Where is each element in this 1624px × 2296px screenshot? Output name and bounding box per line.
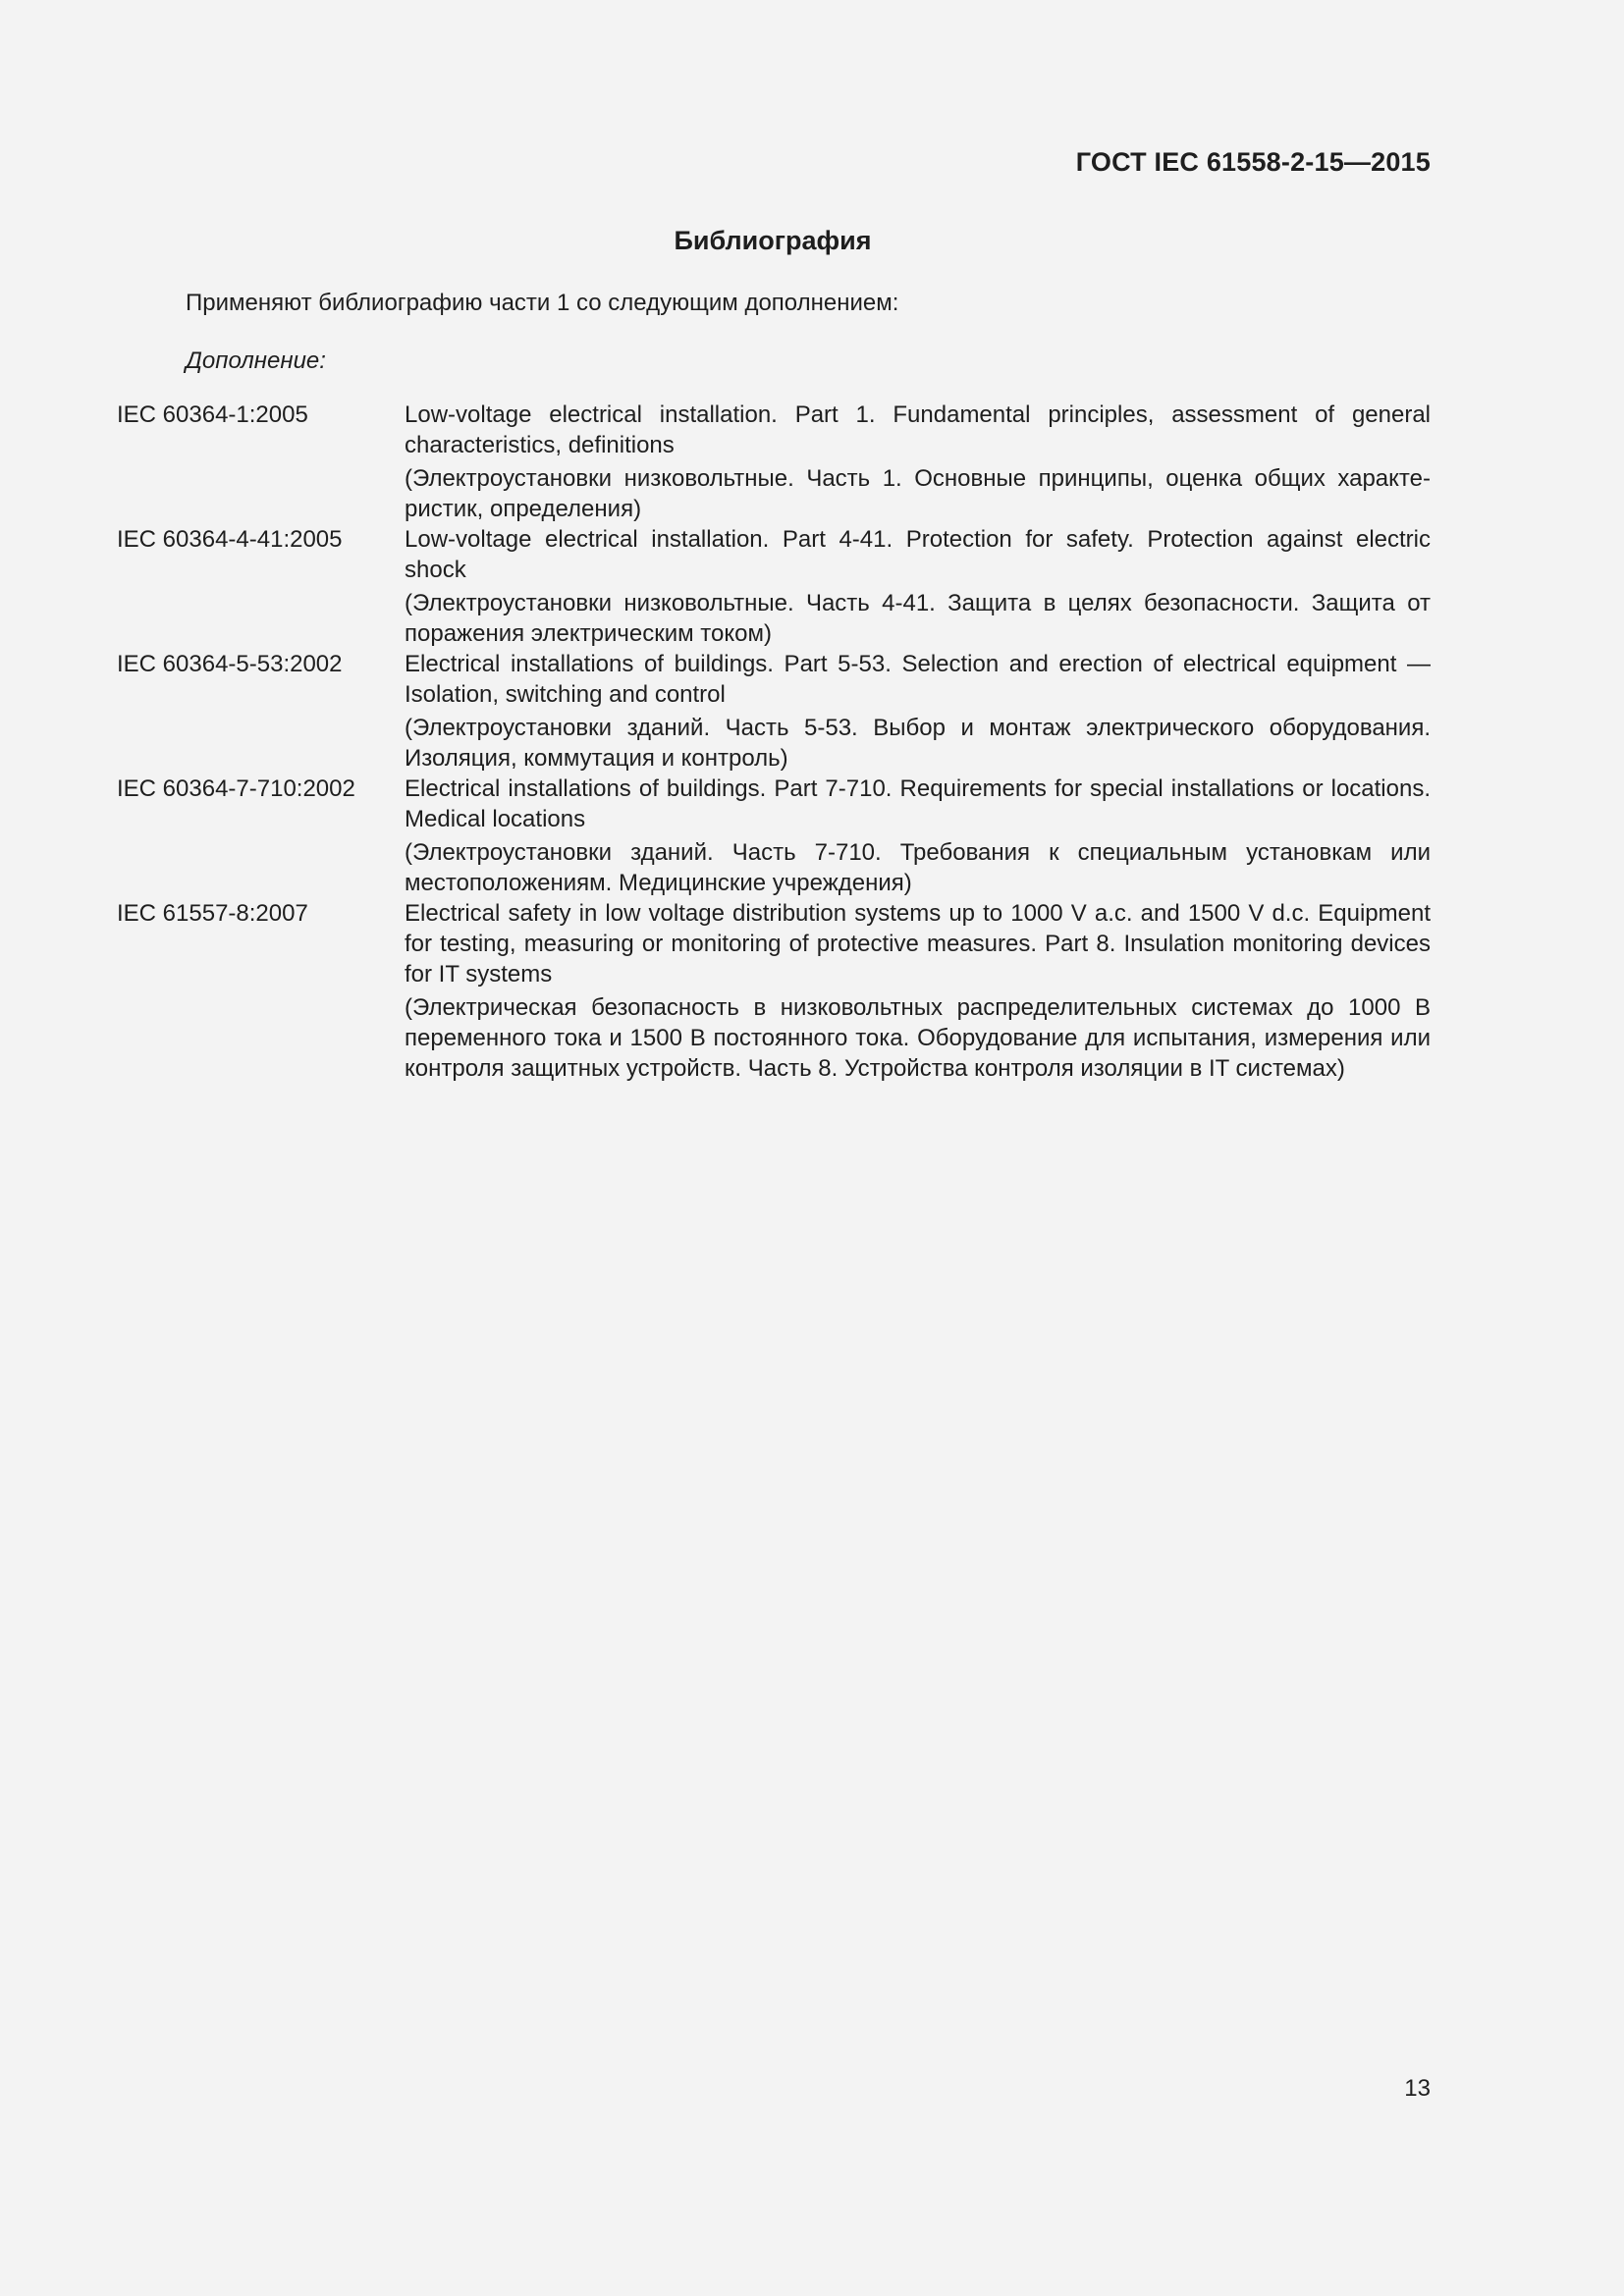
reference-title-ru: (Электрическая безопасность в низковольтных распределительных системах до 1000 В переменного тока и 1500 В постоянного тока. Оборудование для испытания, измерения или контроля защитных устройств. Часть 8. Устройства контроля изоляции в IT системах) — [405, 994, 1431, 1082]
document-code: ГОСТ IEC 61558-2-15—2015 — [1075, 147, 1431, 177]
reference-body — [405, 400, 1431, 524]
reference-body — [405, 649, 1431, 774]
reference-body — [405, 898, 1431, 1084]
reference-entry — [117, 524, 1431, 649]
reference-title-en: Low-voltage electrical installation. Part 1. Fundamental principles, assessment of general characteristics, definitions — [405, 401, 1431, 458]
reference-title-ru: (Электроустановки зданий. Часть 5-53. Выбор и монтаж электрического оборудования. Изоляция, коммутация и контроль) — [405, 715, 1431, 772]
addition-label: Дополнение: — [186, 347, 326, 374]
reference-title-en: Electrical installations of buildings. Part 7-710. Requirements for special installations or locations. Medical locations — [405, 775, 1431, 832]
reference-entry — [117, 400, 1431, 524]
intro-paragraph: Применяют библиографию части 1 со следующим дополнением: — [186, 290, 899, 316]
reference-body — [405, 774, 1431, 898]
page-number: 13 — [1404, 2075, 1431, 2102]
reference-title-ru: (Электроустановки зданий. Часть 7-710. Требования к специальным установкам или местоположениям. Медицинские учреждения) — [405, 839, 1431, 896]
reference-entry — [117, 649, 1431, 774]
reference-title-ru: (Электроустановки низковольтные. Часть 1. Основные принципы, оценка общих характеристик, определения) — [405, 465, 1431, 522]
reference-title-en: Low-voltage electrical installation. Part 4-41. Protection for safety. Protection against electric shock — [405, 526, 1431, 583]
reference-code: IEC 60364-4-41:2005 — [117, 526, 343, 553]
reference-code: IEC 60364-5-53:2002 — [117, 651, 343, 677]
reference-code: IEC 60364-1:2005 — [117, 401, 308, 428]
reference-code: IEC 61557-8:2007 — [117, 900, 308, 927]
reference-title-en: Electrical installations of buildings. Part 5-53. Selection and erection of electrical equipment — Isolation, switching and control — [405, 651, 1431, 708]
reference-code: IEC 60364-7-710:2002 — [117, 775, 355, 802]
reference-body — [405, 524, 1431, 649]
reference-title-en: Electrical safety in low voltage distribution systems up to 1000 V a.c. and 1500 V d.c. Equipment for testing, measuring or monitoring of protective measures. Part 8. Insulation monitoring devices for IT systems — [405, 900, 1431, 988]
reference-entry — [117, 898, 1431, 1084]
section-title: Библиография — [674, 226, 872, 255]
reference-entry — [117, 774, 1431, 898]
reference-list — [117, 400, 1431, 1084]
reference-title-ru: (Электроустановки низковольтные. Часть 4-41. Защита в целях безопасности. Защита от поражения электрическим током) — [405, 590, 1431, 647]
